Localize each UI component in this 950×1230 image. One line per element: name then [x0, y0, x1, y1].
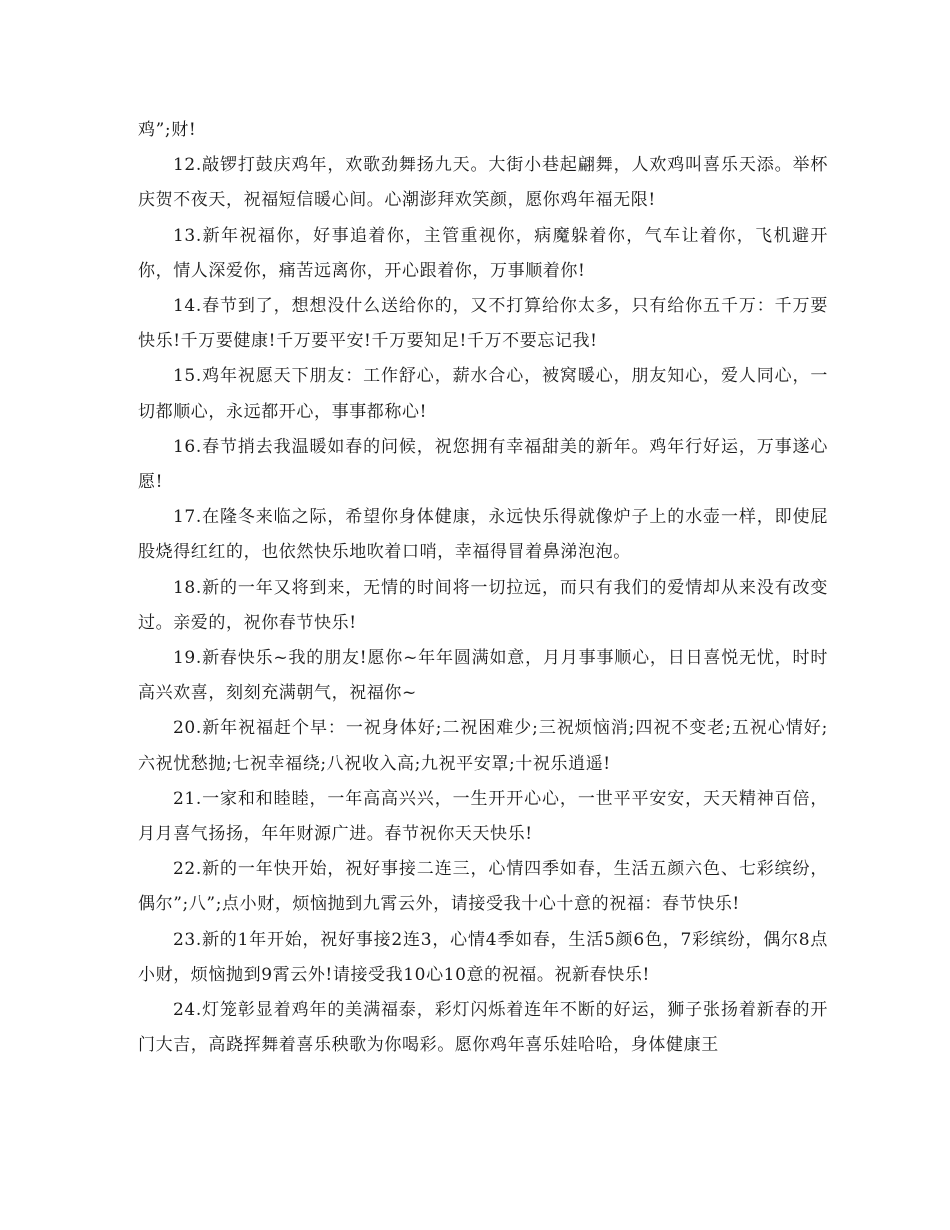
- paragraph-20: 20.新年祝福赶个早：一祝身体好;二祝困难少;三祝烦恼消;四祝不变老;五祝心情好;六祝忧愁抛;七祝幸福绕;八祝收入高;九祝平安罩;十祝乐逍遥!: [138, 718, 828, 774]
- paragraph-13: 13.新年祝福你，好事追着你，主管重视你，病魔躲着你，气车让着你，飞机避开你，情人深爱你，痛苦远离你，开心跟着你，万事顺着你!: [138, 225, 828, 281]
- paragraph-23: 23.新的1年开始，祝好事接2连3，心情4季如春，生活5颜6色，7彩缤纷，偶尔8点小财，烦恼抛到9霄云外!请接受我10心10意的祝福。祝新春快乐!: [138, 929, 828, 985]
- continuation-line: 鸡”;财!: [138, 120, 197, 140]
- paragraph-24: 24.灯笼彰显着鸡年的美满福泰，彩灯闪烁着连年不断的好运，狮子张扬着新春的开门大吉，高跷挥舞着喜乐秧歌为你喝彩。愿你鸡年喜乐娃哈哈，身体健康王: [138, 1000, 828, 1056]
- paragraph-19: 19.新春快乐~我的朋友!愿你~年年圆满如意，月月事事顺心，日日喜悦无忧，时时高兴欢喜，刻刻充满朝气，祝福你~: [138, 648, 828, 704]
- paragraph-22: 22.新的一年快开始，祝好事接二连三，心情四季如春，生活五颜六色、七彩缤纷，偶尔”;八”;点小财，烦恼抛到九霄云外，请接受我十心十意的祝福：春节快乐!: [138, 859, 828, 915]
- paragraph-16: 16.春节捎去我温暖如春的问候，祝您拥有幸福甜美的新年。鸡年行好运，万事遂心愿!: [138, 436, 828, 493]
- paragraph-21: 21.一家和和睦睦，一年高高兴兴，一生开开心心，一世平平安安，天天精神百倍，月月喜气扬扬，年年财源广进。春节祝你天天快乐!: [138, 788, 828, 845]
- paragraph-14: 14.春节到了，想想没什么送给你的，又不打算给你太多，只有给你五千万：千万要快乐!千万要健康!千万要平安!千万要知足!千万不要忘记我!: [138, 296, 828, 352]
- document-body: [138, 113, 828, 1063]
- paragraph-15: 15.鸡年祝愿天下朋友：工作舒心，薪水合心，被窝暖心，朋友知心，爱人同心，一切都顺心，永远都开心，事事都称心!: [138, 366, 828, 422]
- paragraph-12: 12.敲锣打鼓庆鸡年，欢歌劲舞扬九天。大街小巷起翩舞，人欢鸡叫喜乐天添。举杯庆贺不夜天，祝福短信暖心间。心潮澎拜欢笑颜，愿你鸡年福无限!: [138, 155, 828, 211]
- paragraph-18: 18.新的一年又将到来，无情的时间将一切拉远，而只有我们的爱情却从来没有改变过。亲爱的，祝你春节快乐!: [138, 577, 828, 633]
- paragraph-17: 17.在隆冬来临之际，希望你身体健康，永远快乐得就像炉子上的水壶一样，即使屁股烧得红红的，也依然快乐地吹着口哨，幸福得冒着鼻涕泡泡。: [138, 507, 828, 563]
